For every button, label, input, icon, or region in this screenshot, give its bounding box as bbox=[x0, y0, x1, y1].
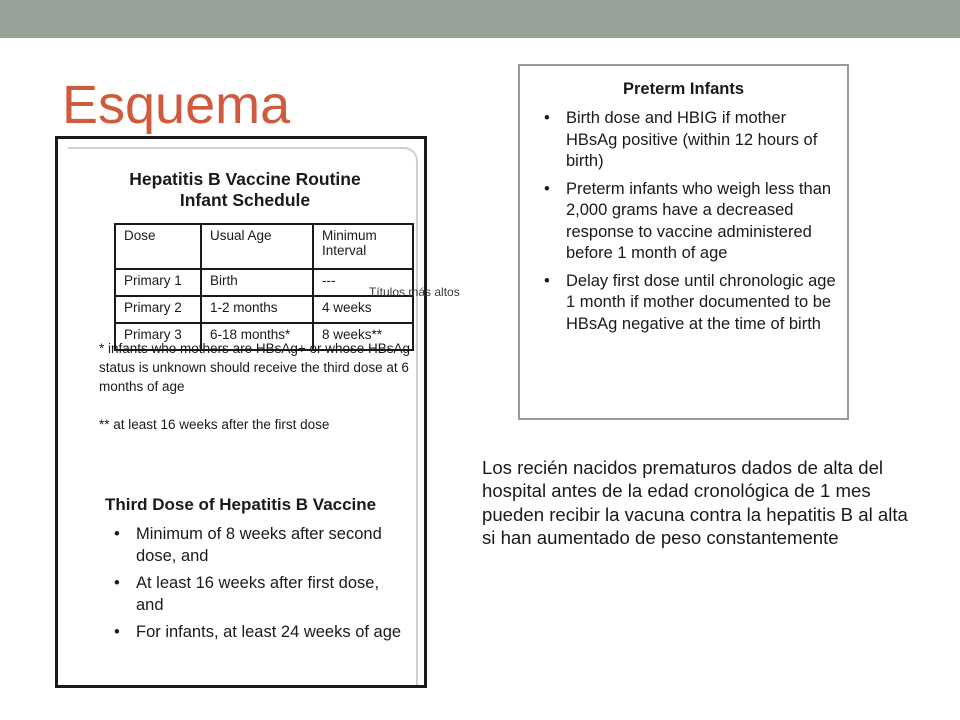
preterm-infants-list bbox=[542, 108, 842, 341]
top-accent-bar bbox=[0, 0, 960, 38]
table-cell: 6-18 months* bbox=[201, 323, 313, 350]
table-cell: Primary 2 bbox=[115, 296, 201, 323]
slide-body-text[interactable]: Los recién nacidos prematuros dados de alta del hospital antes de la edad cronológica de 1 mes pueden recibir la vacuna contra la hepatitis B al alta si han aumentado de peso constantemente bbox=[482, 457, 908, 549]
list-item: • For infants, at least 24 weeks of age bbox=[110, 621, 410, 643]
slide-title: Esquema bbox=[62, 75, 291, 135]
table-header-cell: Usual Age bbox=[201, 224, 313, 269]
list-item: • At least 16 weeks after first dose, and bbox=[110, 572, 410, 616]
table-cell: Birth bbox=[201, 269, 313, 296]
hepatitis-b-schedule-image bbox=[55, 136, 427, 688]
schedule-card bbox=[68, 147, 418, 685]
schedule-title-line1: Hepatitis B Vaccine Routine bbox=[129, 169, 361, 189]
table-header-row bbox=[115, 224, 413, 269]
schedule-footnote-1: * infants who mothers are HBsAg+ or whose HBsAg status is unknown should receive the third dose at 6 months of age bbox=[99, 341, 411, 394]
list-item: • Delay first dose until chronologic age 1 month if mother documented to be HBsAg negative at the time of birth bbox=[542, 271, 842, 336]
schedule-footnote-2: ** at least 16 weeks after the first dose bbox=[99, 417, 330, 432]
third-dose-list bbox=[110, 523, 410, 648]
schedule-title-line2: Infant Schedule bbox=[179, 190, 311, 210]
title-placeholder-text[interactable]: Títulos más altos bbox=[369, 285, 460, 299]
table-cell: 1-2 months bbox=[201, 296, 313, 323]
list-item: • Birth dose and HBIG if mother HBsAg positive (within 12 hours of birth) bbox=[542, 108, 842, 173]
schedule-card-title bbox=[68, 169, 422, 211]
list-item: • Preterm infants who weigh less than 2,000 grams have a decreased response to vaccine administered before 1 month of age bbox=[542, 179, 842, 265]
preterm-infants-image bbox=[518, 64, 849, 420]
table-cell: Primary 1 bbox=[115, 269, 201, 296]
table-header-cell: Minimum Interval bbox=[313, 224, 413, 269]
table-header-cell: Dose bbox=[115, 224, 201, 269]
list-item: • Minimum of 8 weeks after second dose, and bbox=[110, 523, 410, 567]
table-cell: 8 weeks** bbox=[313, 323, 413, 350]
third-dose-heading: Third Dose of Hepatitis B Vaccine bbox=[105, 495, 377, 514]
table-row bbox=[115, 296, 413, 323]
table-cell: --- bbox=[313, 269, 413, 296]
table-cell: 4 weeks bbox=[313, 296, 413, 323]
preterm-infants-title: Preterm Infants bbox=[622, 80, 745, 98]
table-cell: Primary 3 bbox=[115, 323, 201, 350]
